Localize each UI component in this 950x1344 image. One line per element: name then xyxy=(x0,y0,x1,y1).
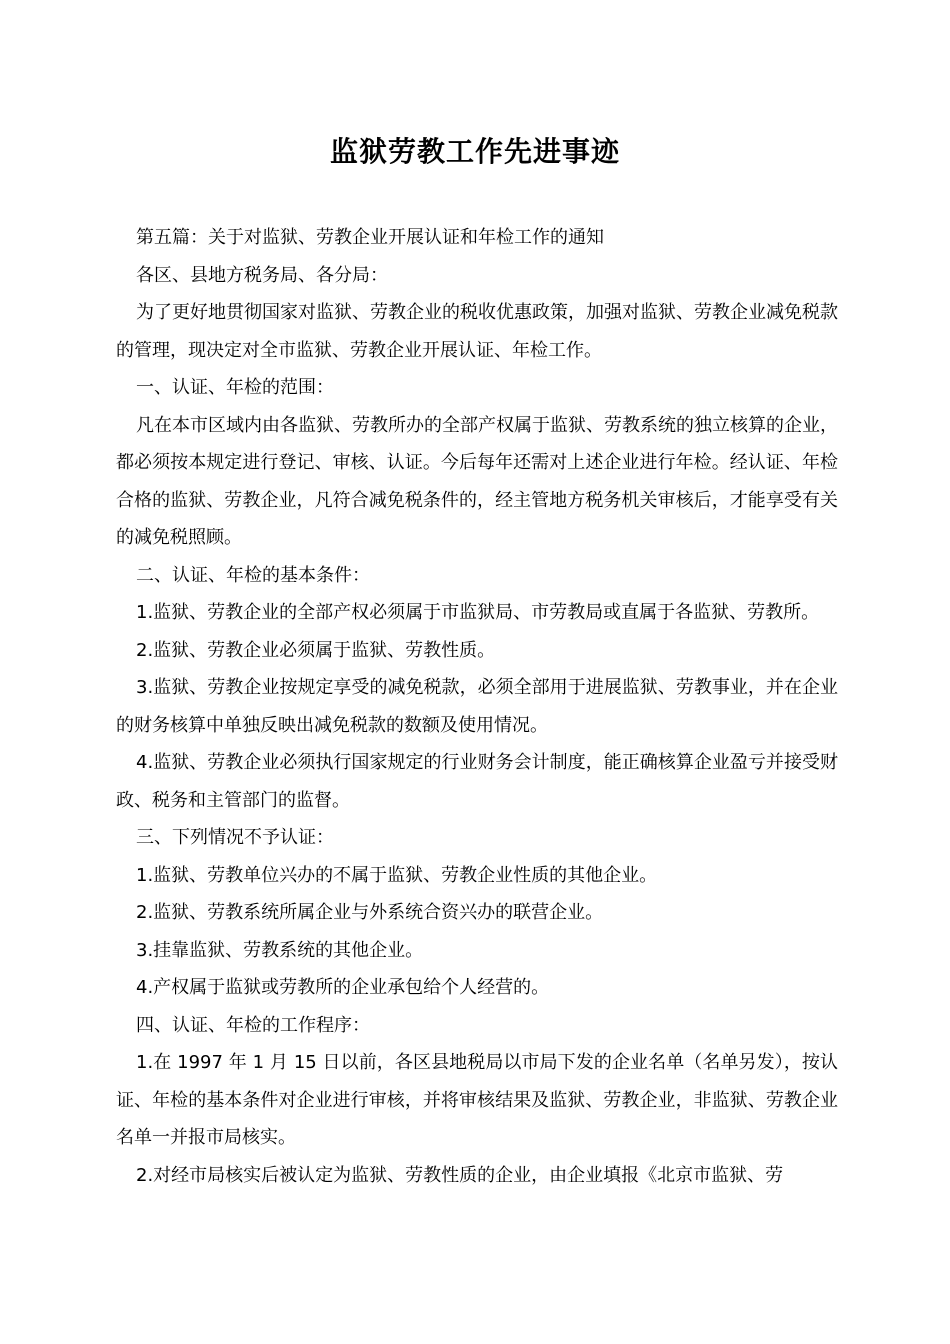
list-item-condition-4: 4.监狱、劳教企业必须执行国家规定的行业财务会计制度，能正确核算企业盈亏并接受财政、税务和主管部门的监督。 xyxy=(116,752,838,811)
section-heading-procedure: 四、认证、年检的工作程序： xyxy=(136,1014,370,1036)
paragraph-scope: 凡在本市区域内由各监狱、劳教所办的全部产权属于监狱、劳教系统的独立核算的企业，都必须按本规定进行登记、审核、认证。今后每年还需对上述企业进行年检。经认证、年检合格的监狱、劳教企业，凡符合减免税条件的，经主管地方税务机关审核后，才能享受有关的减免税照顾。 xyxy=(116,414,838,548)
list-item-exclusion-2: 2.监狱、劳教系统所属企业与外系统合资兴办的联营企业。 xyxy=(136,902,604,923)
list-item-exclusion-3: 3.挂靠监狱、劳教系统的其他企业。 xyxy=(136,939,424,961)
list-item-exclusion-1: 1.监狱、劳教单位兴办的不属于监狱、劳教企业性质的其他企业。 xyxy=(136,864,658,886)
paragraph-heading-notice: 第五篇：关于对监狱、劳教企业开展认证和年检工作的通知 xyxy=(136,227,604,248)
list-item-procedure-2: 2.对经市局核实后被认定为监狱、劳教性质的企业，由企业填报《北京市监狱、劳 xyxy=(136,1164,784,1186)
section-heading-exclusions: 三、下列情况不予认证： xyxy=(136,827,334,848)
paragraph-salutation: 各区、县地方税务局、各分局： xyxy=(136,264,388,286)
list-item-condition-3: 3.监狱、劳教企业按规定享受的减免税款，必须全部用于进展监狱、劳教事业，并在企业的财务核算中单独反映出减免税款的数额及使用情况。 xyxy=(116,677,838,736)
list-item-condition-1: 1.监狱、劳教企业的全部产权必须属于市监狱局、市劳教局或直属于各监狱、劳教所。 xyxy=(136,602,820,623)
list-item-condition-2: 2.监狱、劳教企业必须属于监狱、劳教性质。 xyxy=(136,639,496,661)
document-title: 监狱劳教工作先进事迹 xyxy=(329,135,620,168)
paragraph-intro: 为了更好地贯彻国家对监狱、劳教企业的税收优惠政策，加强对监狱、劳教企业减免税款的管理，现决定对全市监狱、劳教企业开展认证、年检工作。 xyxy=(116,302,838,361)
section-heading-scope: 一、认证、年检的范围： xyxy=(136,377,334,398)
list-item-exclusion-4: 4.产权属于监狱或劳教所的企业承包给个人经营的。 xyxy=(136,977,550,998)
document-body xyxy=(116,219,838,1194)
list-item-procedure-1: 1.在 1997 年 1 月 15 日以前，各区县地税局以市局下发的企业名单（名单另发），按认证、年检的基本条件对企业进行审核，并将审核结果及监狱、劳教企业，非监狱、劳教企业名单一并报市局核实。 xyxy=(116,1052,838,1148)
section-heading-conditions: 二、认证、年检的基本条件： xyxy=(136,564,370,586)
